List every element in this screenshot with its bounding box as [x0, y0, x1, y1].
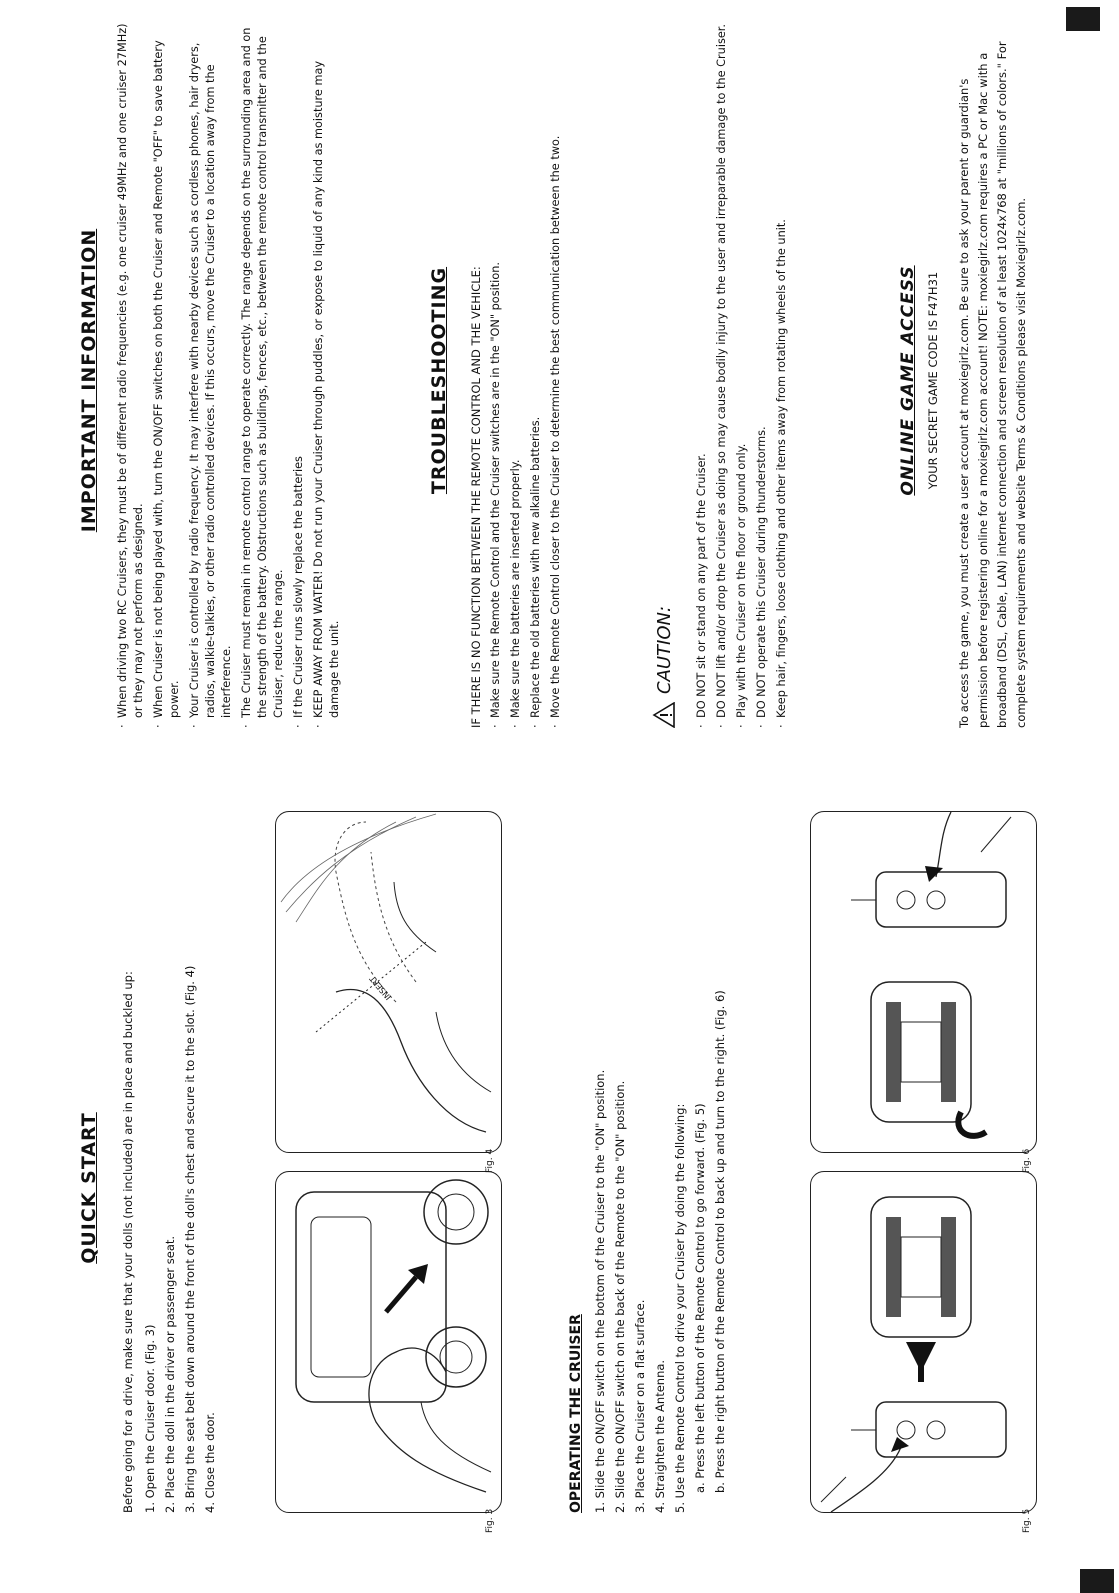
- figure-4-seatbelt: [275, 811, 502, 1153]
- figure-5-label: Fig. 5: [1022, 1508, 1032, 1533]
- figure-3-label: Fig. 3: [485, 1508, 495, 1533]
- troubleshooting-item: · Make sure the Remote Control and the Cruiser switches are in the "ON" position.: [488, 18, 504, 728]
- operating-step: 4. Straighten the Antenna.: [653, 1359, 667, 1513]
- caution-item: · DO NOT sit or stand on any part of the Cruiser.: [694, 18, 710, 728]
- operating-step: 3. Place the Cruiser on a flat surface.: [633, 1299, 647, 1513]
- operating-substep: b. Press the right button of the Remote Control to back up and turn to the right. (Fig. 6): [713, 990, 727, 1493]
- caution-item: · DO NOT operate this Cruiser during thunderstorms.: [754, 18, 770, 728]
- troubleshooting-item: · Replace the old batteries with new alkaline batteries.: [528, 18, 544, 728]
- figure-5-forward: [810, 1171, 1037, 1513]
- quick-start-step: 3. Bring the seat belt down around the front of the doll's chest and secure it to the slot. (Fig. 4): [183, 965, 197, 1513]
- figure-4-label: Fig. 4: [485, 1148, 495, 1173]
- online-access-body: To access the game, you must create a user account at moxiegirlz.com. Be sure to ask your parent or guardian's permission before registering online for a moxiegirlz.com account! NOTE: moxiegirlz.com requires a PC or Mac with a broadband (DSL, Cable, LAN) internet connection and screen resolution of at least 1024x768 at "millions of colors." For complete system requirements and website Terms & Conditions please visit Moxiegirlz.com.: [957, 41, 1028, 728]
- figure-6-label: Fig. 6: [1022, 1148, 1032, 1173]
- troubleshooting-list: [488, 18, 568, 728]
- remote-reverse-illustration: [811, 812, 1036, 1152]
- operating-steps: [590, 793, 730, 1513]
- caution-list: [694, 18, 794, 728]
- insert-label: INSERT: [367, 974, 394, 1002]
- figure-3-door-open: [275, 1171, 502, 1513]
- operating-step: 5. Use the Remote Control to drive your Cruiser by doing the following:: [673, 1103, 687, 1513]
- troubleshooting-title: TROUBLESHOOTING: [428, 266, 450, 495]
- important-info-list: [115, 18, 347, 728]
- warning-triangle-icon: [652, 702, 676, 728]
- important-info-item: · Your Cruiser is controlled by radio frequency. It may interfere with nearby devices such as cordless phones, hair dryers, radios, walkie-talkies, or other radio controlled devices. If this occurs, move the Cruiser to a location away from the interference.: [187, 18, 235, 728]
- caution-item: · DO NOT lift and/or drop the Cruiser as doing so may cause bodily injury to the user and irreparable damage to the Cruiser.: [714, 18, 730, 728]
- quick-start-intro: Before going for a drive, make sure that your dolls (not included) are in place and buckled up:: [121, 971, 135, 1513]
- remote-forward-illustration: [811, 1172, 1036, 1512]
- operating-step: 1. Slide the ON/OFF switch on the bottom of the Cruiser to the "ON" position.: [593, 1069, 607, 1513]
- operating-title: OPERATING THE CRUISER: [568, 1314, 584, 1513]
- quick-start-title: QUICK START: [78, 1112, 100, 1264]
- important-info-item: · When driving two RC Cruisers, they must be of different radio frequencies (e.g. one cruiser 49MHz and one cruiser 27MHz) or they may not perform as designed.: [115, 18, 147, 728]
- important-info-item: · When Cruiser is not being played with, turn the ON/OFF switches on both the Cruiser and Remote "OFF" to save battery power.: [151, 18, 183, 728]
- caution-title: CAUTION:: [653, 605, 675, 694]
- important-info-title: IMPORTANT INFORMATION: [78, 228, 100, 533]
- quick-start-step: 4. Close the door.: [203, 1412, 217, 1513]
- troubleshooting-item: · Move the Remote Control closer to the Cruiser to determine the best communication between the two.: [548, 18, 564, 728]
- operating-substep: a. Press the left button of the Remote Control to go forward. (Fig. 5): [693, 1103, 707, 1493]
- operating-step: 2. Slide the ON/OFF switch on the back of the Remote to the "ON" position.: [613, 1080, 627, 1513]
- important-info-item: · KEEP AWAY FROM WATER! Do not run your Cruiser through puddles, or expose to liquid of any kind as moisture may damage the unit.: [311, 18, 343, 728]
- quick-start-steps: [140, 793, 220, 1513]
- quick-start-step: 2. Place the doll in the driver or passenger seat.: [163, 1235, 177, 1513]
- caution-heading: [652, 606, 676, 728]
- caution-item: · Keep hair, fingers, loose clothing and other items away from rotating wheels of the unit.: [774, 18, 790, 728]
- secret-game-code: YOUR SECRET GAME CODE IS F47H31: [926, 271, 940, 490]
- important-info-item: · The Cruiser must remain in remote control range to operate correctly. The range depends on the surrounding area and on the strength of the battery. Obstructions such as buildings, fences, etc., between the remote control transmitter and the Cruiser, reduce the range.: [239, 18, 287, 728]
- quick-start-step: 1. Open the Cruiser door. (Fig. 3): [143, 1324, 157, 1513]
- troubleshooting-heading: IF THERE IS NO FUNCTION BETWEEN THE REMOTE CONTROL AND THE VEHICLE:: [469, 266, 483, 728]
- online-access-title: ONLINE GAME ACCESS: [898, 265, 918, 496]
- cruiser-door-illustration: [276, 1172, 501, 1512]
- left-page: [0, 803, 1119, 1573]
- important-info-item: · If the Cruiser runs slowly replace the batteries: [291, 18, 307, 728]
- right-page: [0, 8, 1119, 753]
- troubleshooting-item: · Make sure the batteries are inserted properly.: [508, 18, 524, 728]
- figure-6-reverse-turn: [810, 811, 1037, 1153]
- seatbelt-illustration: [276, 812, 501, 1152]
- caution-item: · Play with the Cruiser on the floor or ground only.: [734, 18, 750, 728]
